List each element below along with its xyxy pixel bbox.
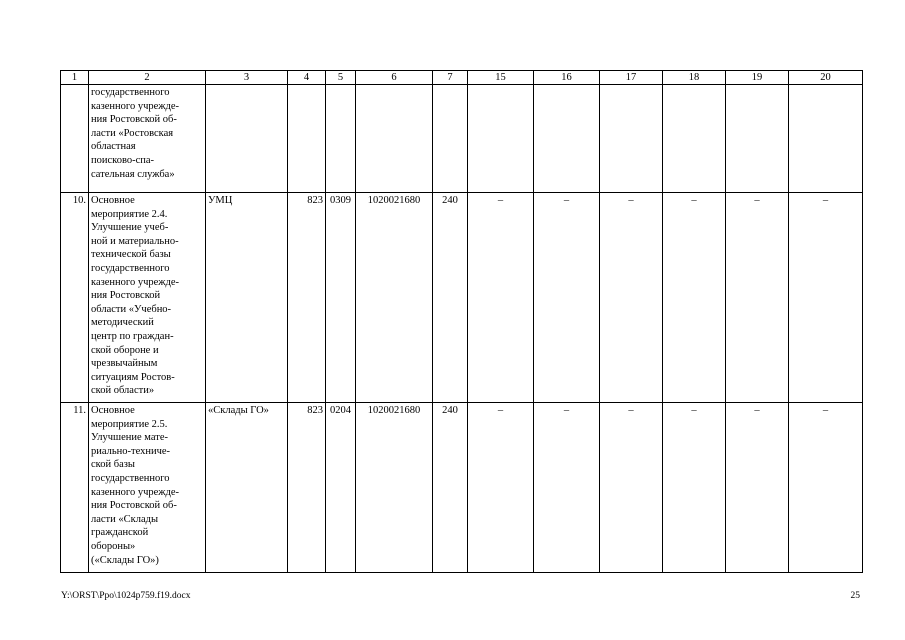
row-number: 10. bbox=[61, 193, 89, 403]
description-cell: Основное мероприятие 2.5. Улучшение мате- риально-техниче- ской базы государственного казенного учрежде- ния Ростовской об- ласти «Склады гражданской обороны» («Склады ГО») bbox=[89, 403, 206, 573]
code-cell: 240 bbox=[433, 193, 468, 403]
col-header: 5 bbox=[326, 71, 356, 85]
col-header: 19 bbox=[726, 71, 789, 85]
value-cell: – bbox=[789, 193, 863, 403]
code-cell: 0309 bbox=[326, 193, 356, 403]
table-row-continued bbox=[61, 85, 863, 193]
col-header: 15 bbox=[468, 71, 534, 85]
row-number: 11. bbox=[61, 403, 89, 573]
header-row bbox=[61, 71, 863, 85]
description-cell: Основное мероприятие 2.4. Улучшение учеб- ной и материально- технической базы государственного казенного учрежде- ния Ростовской области «Учебно- методический центр по граждан- ской обороне и чрезвычайным ситуациям Ростов- ской области» bbox=[89, 193, 206, 403]
code-cell: 823 bbox=[288, 403, 326, 573]
col-header: 16 bbox=[534, 71, 600, 85]
col-header: 2 bbox=[89, 71, 206, 85]
col-header: 4 bbox=[288, 71, 326, 85]
col-header: 6 bbox=[356, 71, 433, 85]
value-cell: – bbox=[468, 193, 534, 403]
executor-cell: УМЦ bbox=[206, 193, 288, 403]
value-cell: – bbox=[534, 403, 600, 573]
code-cell: 0204 bbox=[326, 403, 356, 573]
value-cell: – bbox=[726, 403, 789, 573]
col-header: 7 bbox=[433, 71, 468, 85]
executor-cell: «Склады ГО» bbox=[206, 403, 288, 573]
code-cell: 1020021680 bbox=[356, 403, 433, 573]
value-cell: – bbox=[600, 193, 663, 403]
value-cell: – bbox=[663, 193, 726, 403]
value-cell: – bbox=[534, 193, 600, 403]
value-cell: – bbox=[789, 403, 863, 573]
code-cell: 823 bbox=[288, 193, 326, 403]
table-row-10 bbox=[61, 193, 863, 403]
value-cell: – bbox=[468, 403, 534, 573]
table-row-11 bbox=[61, 403, 863, 573]
col-header: 17 bbox=[600, 71, 663, 85]
value-cell: – bbox=[600, 403, 663, 573]
col-header: 1 bbox=[61, 71, 89, 85]
program-table bbox=[60, 70, 863, 573]
value-cell: – bbox=[663, 403, 726, 573]
code-cell: 1020021680 bbox=[356, 193, 433, 403]
description-cell: государственного казенного учрежде- ния Ростовской об- ласти «Ростовская областная поисково-спа- сательная служба» bbox=[89, 85, 206, 193]
col-header: 20 bbox=[789, 71, 863, 85]
code-cell: 240 bbox=[433, 403, 468, 573]
footer-file-path: Y:\ORST\Ppo\1024p759.f19.docx bbox=[61, 591, 191, 601]
page-number: 25 bbox=[850, 591, 860, 601]
col-header: 18 bbox=[663, 71, 726, 85]
value-cell: – bbox=[726, 193, 789, 403]
col-header: 3 bbox=[206, 71, 288, 85]
